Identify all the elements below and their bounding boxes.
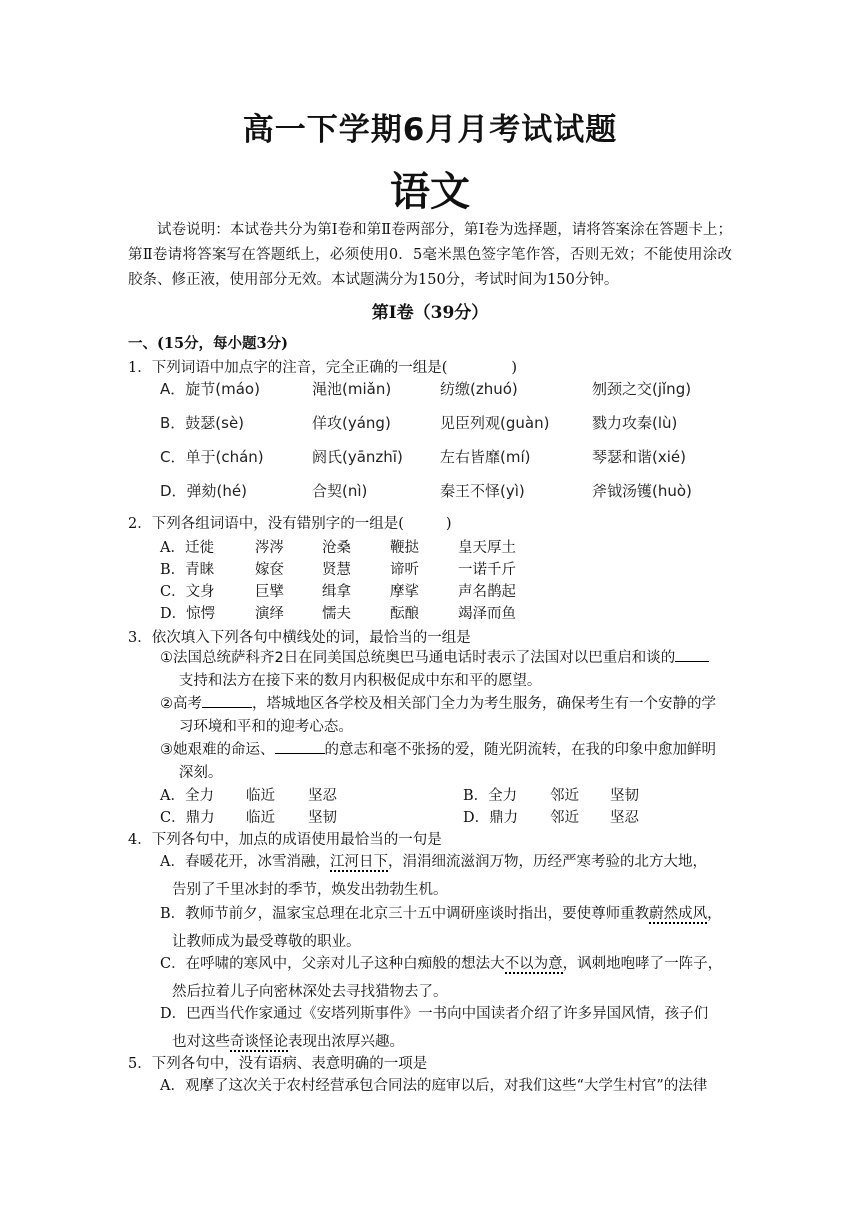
option-cell: 合契(nì) xyxy=(312,482,368,500)
option-cell: D．惊愕 xyxy=(160,606,216,622)
option-cell: 左右皆靡(mí) xyxy=(440,448,531,466)
option-cell: 声名鹊起 xyxy=(458,584,516,600)
option-cell: 临近 xyxy=(246,788,275,804)
option-cell: B．全力 xyxy=(463,788,518,804)
question-2-options xyxy=(160,536,560,626)
option-cell: 秦王不怿(yì) xyxy=(440,482,525,500)
option-cell: C．文身 xyxy=(160,584,215,600)
option-cell: 渑池(miǎn) xyxy=(312,380,392,398)
option-cell: 演绎 xyxy=(255,606,284,622)
sentence-1: ①法国总统萨科齐2日在同美国总统奥巴马通电话时表示了法国对以巴重启和谈的 xyxy=(160,650,709,666)
option-cell: 摩挲 xyxy=(390,584,419,600)
option-cell: 斧钺汤镬(huò) xyxy=(592,482,692,500)
question-4-option-c: C．在呼啸的寒风中，父亲对儿子这种白痴般的想法大不以为意，讽刺地咆哮了一阵子， 然后拉着儿子向密林深处去寻找猎物去了。 xyxy=(160,956,723,1000)
option-cell: 佯攻(yáng) xyxy=(312,414,391,432)
option-cell: 嫁奁 xyxy=(255,562,284,578)
marked-idiom: 蔚然成风 xyxy=(649,906,708,922)
sentence-3-cont: 深刻。 xyxy=(178,765,223,781)
option-cell: A．旋节(máo) xyxy=(160,380,260,398)
question-4-option-b: B．教师节前夕，温家宝总理在北京三十五中调研座谈时指出，要使尊师重教蔚然成风， 让教师成为最受尊敬的职业。 xyxy=(160,906,722,950)
option-cell: 缉拿 xyxy=(322,584,351,600)
marked-idiom: 江河日下 xyxy=(329,854,388,870)
fill-blank xyxy=(675,647,709,662)
option-cell: 竭泽而鱼 xyxy=(458,606,516,622)
option-cell: 沧桑 xyxy=(322,540,351,556)
option-cell: 临近 xyxy=(246,810,275,826)
question-3-options-row-2 xyxy=(160,806,700,828)
question-4-stem: 4．下列各句中，加点的成语使用最恰当的一句是 xyxy=(128,832,442,848)
question-1-options xyxy=(160,378,720,498)
option-cell: 纺缴(zhuó) xyxy=(440,380,518,398)
question-3-sentences xyxy=(160,647,732,785)
option-row xyxy=(160,558,580,580)
question-5-stem: 5．下列各句中，没有语病、表意明确的一项是 xyxy=(128,1056,428,1072)
option-cell: B．鼓瑟(sè) xyxy=(160,414,245,432)
option-row xyxy=(160,446,720,470)
question-2-stem: 2．下列各组词语中，没有错别字的一组是( ) xyxy=(128,516,452,532)
subject-title: 语文 xyxy=(390,169,470,215)
option-cell: A．全力 xyxy=(160,788,214,804)
option-cell: 琴瑟和谐(xié) xyxy=(592,448,686,466)
option-cell: 坚忍 xyxy=(610,810,639,826)
marked-idiom: 不以为意 xyxy=(504,956,563,972)
option-cell: 谛听 xyxy=(390,562,419,578)
fill-blank xyxy=(202,693,252,708)
option-cell: A．迁徙 xyxy=(160,540,214,556)
sentence-2: ②高考 ，塔城地区各学校及相关部门全力为考生服务，确保考生有一个安静的学 xyxy=(160,696,716,712)
option-row xyxy=(160,480,720,504)
option-row xyxy=(160,412,720,436)
option-row xyxy=(160,378,720,402)
sentence-2-cont: 习环境和平和的迎考心态。 xyxy=(178,719,353,735)
option-cell: 戮力攻秦(lù) xyxy=(592,414,678,432)
marked-idiom: 奇谈怪论 xyxy=(230,1034,288,1050)
option-cell: 酝酿 xyxy=(390,606,419,622)
option-cell: 涔涔 xyxy=(255,540,284,556)
sentence-1-cont: 支持和法方在接下来的数月内积极促成中东和平的愿望。 xyxy=(178,673,542,689)
option-cell: C．单于(chán) xyxy=(160,448,264,466)
option-cell: 懦夫 xyxy=(322,606,351,622)
exam-instructions: 试卷说明：本试卷共分为第Ⅰ卷和第Ⅱ卷两部分，第Ⅰ卷为选择题，请将答案涂在答题卡上；第Ⅱ卷请将答案写在答题纸上，必须使用0．5毫米黑色签字笔作答，否则无效；不能使用涂改胶条、修正液，使用部分无效。本试题满分为150分，考试时间为150分钟。 xyxy=(128,222,732,288)
fill-blank xyxy=(275,739,325,754)
option-row xyxy=(160,602,580,624)
option-cell: 坚忍 xyxy=(308,788,337,804)
option-cell: 坚韧 xyxy=(610,788,639,804)
option-row xyxy=(160,536,580,558)
option-cell: 巨擘 xyxy=(255,584,284,600)
option-cell: D．弹劾(hé) xyxy=(160,482,247,500)
option-cell: 邻近 xyxy=(550,788,579,804)
question-5-option-a: A．观摩了这次关于农村经营承包合同法的庭审以后，对我们这些“大学生村官”的法律 xyxy=(160,1078,708,1094)
question-1-stem: 1．下列词语中加点字的注音，完全正确的一组是( ) xyxy=(128,360,518,376)
part-one-heading: 一、(15分，每小题3分) xyxy=(128,335,288,352)
option-cell: 刎颈之交(jǐng) xyxy=(592,380,692,398)
question-3-stem: 3．依次填入下列各句中横线处的词，最恰当的一组是 xyxy=(128,630,471,646)
question-4-option-d: D．巴西当代作家通过《安塔列斯事件》一书向中国读者介绍了许多异国风情，孩子们 也对这些奇谈怪论表现出浓厚兴趣。 xyxy=(160,1006,709,1050)
option-cell: B．青睐 xyxy=(160,562,215,578)
sentence-3: ③她艰难的命运、 的意志和毫不张扬的爱，随光阴流转，在我的印象中愈加鲜明 xyxy=(160,742,716,758)
option-row xyxy=(160,580,580,602)
question-3-options-row-1 xyxy=(160,784,700,806)
option-cell: 鞭挞 xyxy=(390,540,419,556)
option-cell: 坚韧 xyxy=(308,810,337,826)
option-cell: 邻近 xyxy=(550,810,579,826)
exam-title: 高一下学期6月月考试试题 xyxy=(242,112,618,148)
question-4-option-a: A．春暖花开，冰雪消融，江河日下，涓涓细流滋润万物，历经严寒考验的北方大地， 告别了千里冰封的季节，焕发出勃勃生机。 xyxy=(160,854,707,898)
option-cell: D．鼎力 xyxy=(463,810,519,826)
option-cell: 阏氏(yānzhī) xyxy=(312,448,403,466)
option-cell: 一诺千斤 xyxy=(458,562,516,578)
option-cell: 见臣列观(guàn) xyxy=(440,414,550,432)
option-cell: 贤慧 xyxy=(322,562,351,578)
section-title: 第Ⅰ卷（39分） xyxy=(371,303,489,323)
option-cell: 皇天厚土 xyxy=(458,540,516,556)
option-cell: C．鼎力 xyxy=(160,810,215,826)
